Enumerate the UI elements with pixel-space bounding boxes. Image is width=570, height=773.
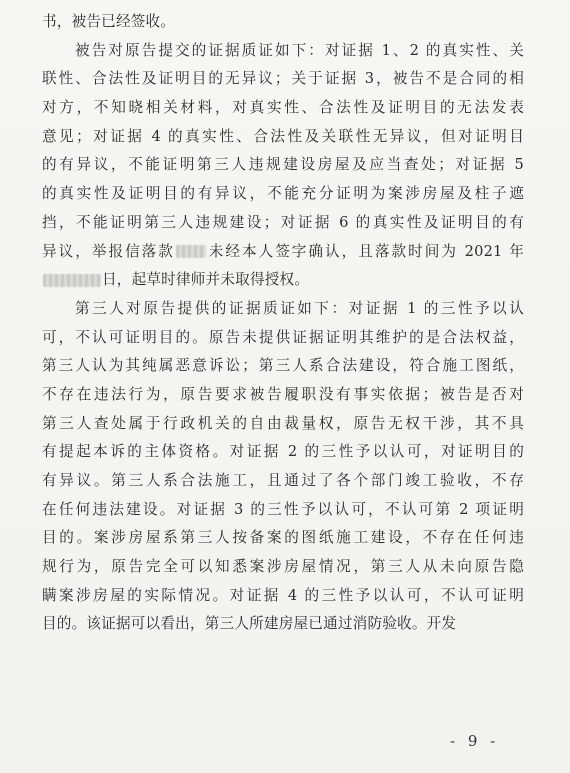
- text-line: 意见；对证据 4 的真实性、合法性及关联性无异议，但对证明目: [42, 127, 524, 145]
- text-line: 目的。该证据可以看出，第三人所建房屋已通过消防验收。开发: [42, 615, 457, 633]
- text-line: 第三人查处属于行政机关的自由裁量权，原告无权干涉，其不具: [42, 414, 524, 432]
- text-line: 可，不认可证明目的。原告未提供证据证明其维护的是合法权益，: [42, 328, 524, 346]
- redaction-mark: [43, 274, 101, 287]
- text-line: 联性、合法性及证明目的无异议；关于证据 3，被告不是合同的相: [42, 70, 524, 88]
- page-number: - 9 -: [450, 732, 500, 750]
- text-line: 第三人认为其纯属恶意诉讼；第三人系合法建设，符合施工图纸，: [42, 357, 524, 375]
- text-line: 有异议。第三人系合法施工，且通过了各个部门竣工验收，不存: [42, 472, 524, 489]
- text-line: 规行为，原告完全可以知悉案涉房屋情况，第三人从未向原告隐: [42, 558, 524, 576]
- paragraph: [42, 8, 524, 37]
- text-line: [42, 238, 524, 267]
- text-segment: 未经本人签字确认，且落款时间为 2021 年: [206, 242, 524, 260]
- text-line: 瞒案涉房屋的实际情况。对证据 4 的三性予以认可，不认可证明: [42, 586, 524, 604]
- text-line: 对方，不知晓相关材料，对真实性、合法性及证明目的无法发表: [42, 99, 524, 117]
- text-line: 不存在违法行为，原告要求被告履职没有事实依据；被告是否对: [42, 385, 524, 403]
- text-line: 挡，不能证明第三人违规建设；对证据 6 的真实性及证明目的有: [42, 213, 524, 231]
- redaction-mark: [176, 245, 206, 258]
- paragraph: [42, 295, 524, 639]
- text-line: [42, 266, 524, 295]
- text-line: 有提起本诉的主体资格。对证据 2 的三性予以认可，对证明目的: [42, 443, 524, 461]
- text-line: 第三人对原告提供的证据质证如下：对证据 1 的三性予以认: [75, 299, 524, 317]
- text-segment: 日，起草时律师并未取得授权。: [102, 271, 310, 289]
- text-line: 被告对原告提交的证据质证如下：对证据 1、2 的真实性、关: [75, 41, 524, 59]
- paragraph: [42, 37, 524, 295]
- text-line: 的真实性及证明目的有异议，不能充分证明为案涉房屋及柱子遮: [42, 185, 524, 203]
- text-line: 目的。案涉房屋系第三人按备案的图纸施工建设，不存在任何违: [42, 529, 524, 547]
- text-line: 的有异议，不能证明第三人违规建设房屋及应当查处；对证据 5: [42, 156, 524, 174]
- text-segment: 异议，举报信落款: [42, 242, 175, 260]
- body-text: [42, 8, 524, 639]
- text-line: 书，被告已经签收。: [42, 13, 176, 30]
- text-line: 在任何违法建设。对证据 3 的三性予以认可，不认可第 2 项证明: [42, 500, 524, 518]
